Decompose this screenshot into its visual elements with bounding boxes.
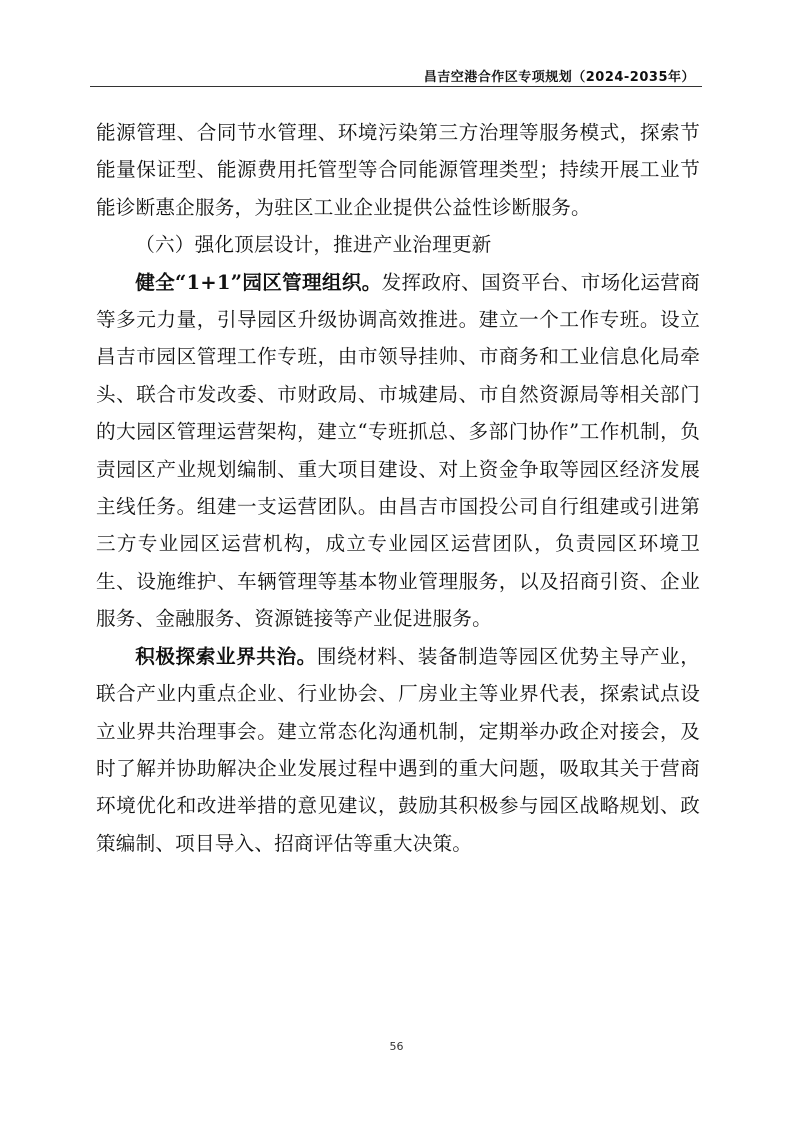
running-header-title: 昌吉空港合作区专项规划（2024-2035年） — [423, 70, 695, 85]
header-divider — [90, 86, 702, 87]
paragraph-industry-governance — [96, 638, 700, 862]
page-number: 56 — [389, 1040, 404, 1053]
document-body — [96, 114, 700, 862]
paragraph-lead-heading: 健全“1+1”园区管理组织。 — [135, 270, 382, 294]
section-heading: （六）强化顶层设计，推进产业治理更新 — [135, 233, 492, 257]
paragraph-text: 围绕材料、装备制造等园区优势主导产业，联合产业内重点企业、行业协会、厂房业主等业界代表，探索试点设立业界共治理事会。建立常态化沟通机制，定期举办政企对接会，及时了解并协助解决企业发展过程中遇到的重大问题，吸取其关于营商环境优化和改进举措的意见建议，鼓励其积极参与园区战略规划、政策编制、项目导入、招商评估等重大决策。 — [96, 644, 700, 855]
paragraph-text: 发挥政府、国资平台、市场化运营商等多元力量，引导园区升级协调高效推进。建立一个工作专班。设立昌吉市园区管理工作专班，由市领导挂帅、市商务和工业信息化局牵头、联合市发改委、市财政局、市城建局、市自然资源局等相关部门的大园区管理运营架构，建立“专班抓总、多部门协作”工作机制，负责园区产业规划编制、重大项目建设、对上资金争取等园区经济发展主线任务。组建一支运营团队。由昌吉市国投公司自行组建或引进第三方专业园区运营机构，成立专业园区运营团队，负责园区环境卫生、设施维护、车辆管理等基本物业管理服务，以及招商引资、企业服务、金融服务、资源链接等产业促进服务。 — [96, 270, 700, 631]
paragraph-lead-heading: 积极探索业界共治。 — [135, 644, 317, 668]
paragraph-continued: 能源管理、合同节水管理、环境污染第三方治理等服务模式，探索节能量保证型、能源费用托管型等合同能源管理类型；持续开展工业节能诊断惠企服务，为驻区工业企业提供公益性诊断服务。 — [96, 121, 700, 219]
paragraph-park-management — [96, 264, 700, 638]
